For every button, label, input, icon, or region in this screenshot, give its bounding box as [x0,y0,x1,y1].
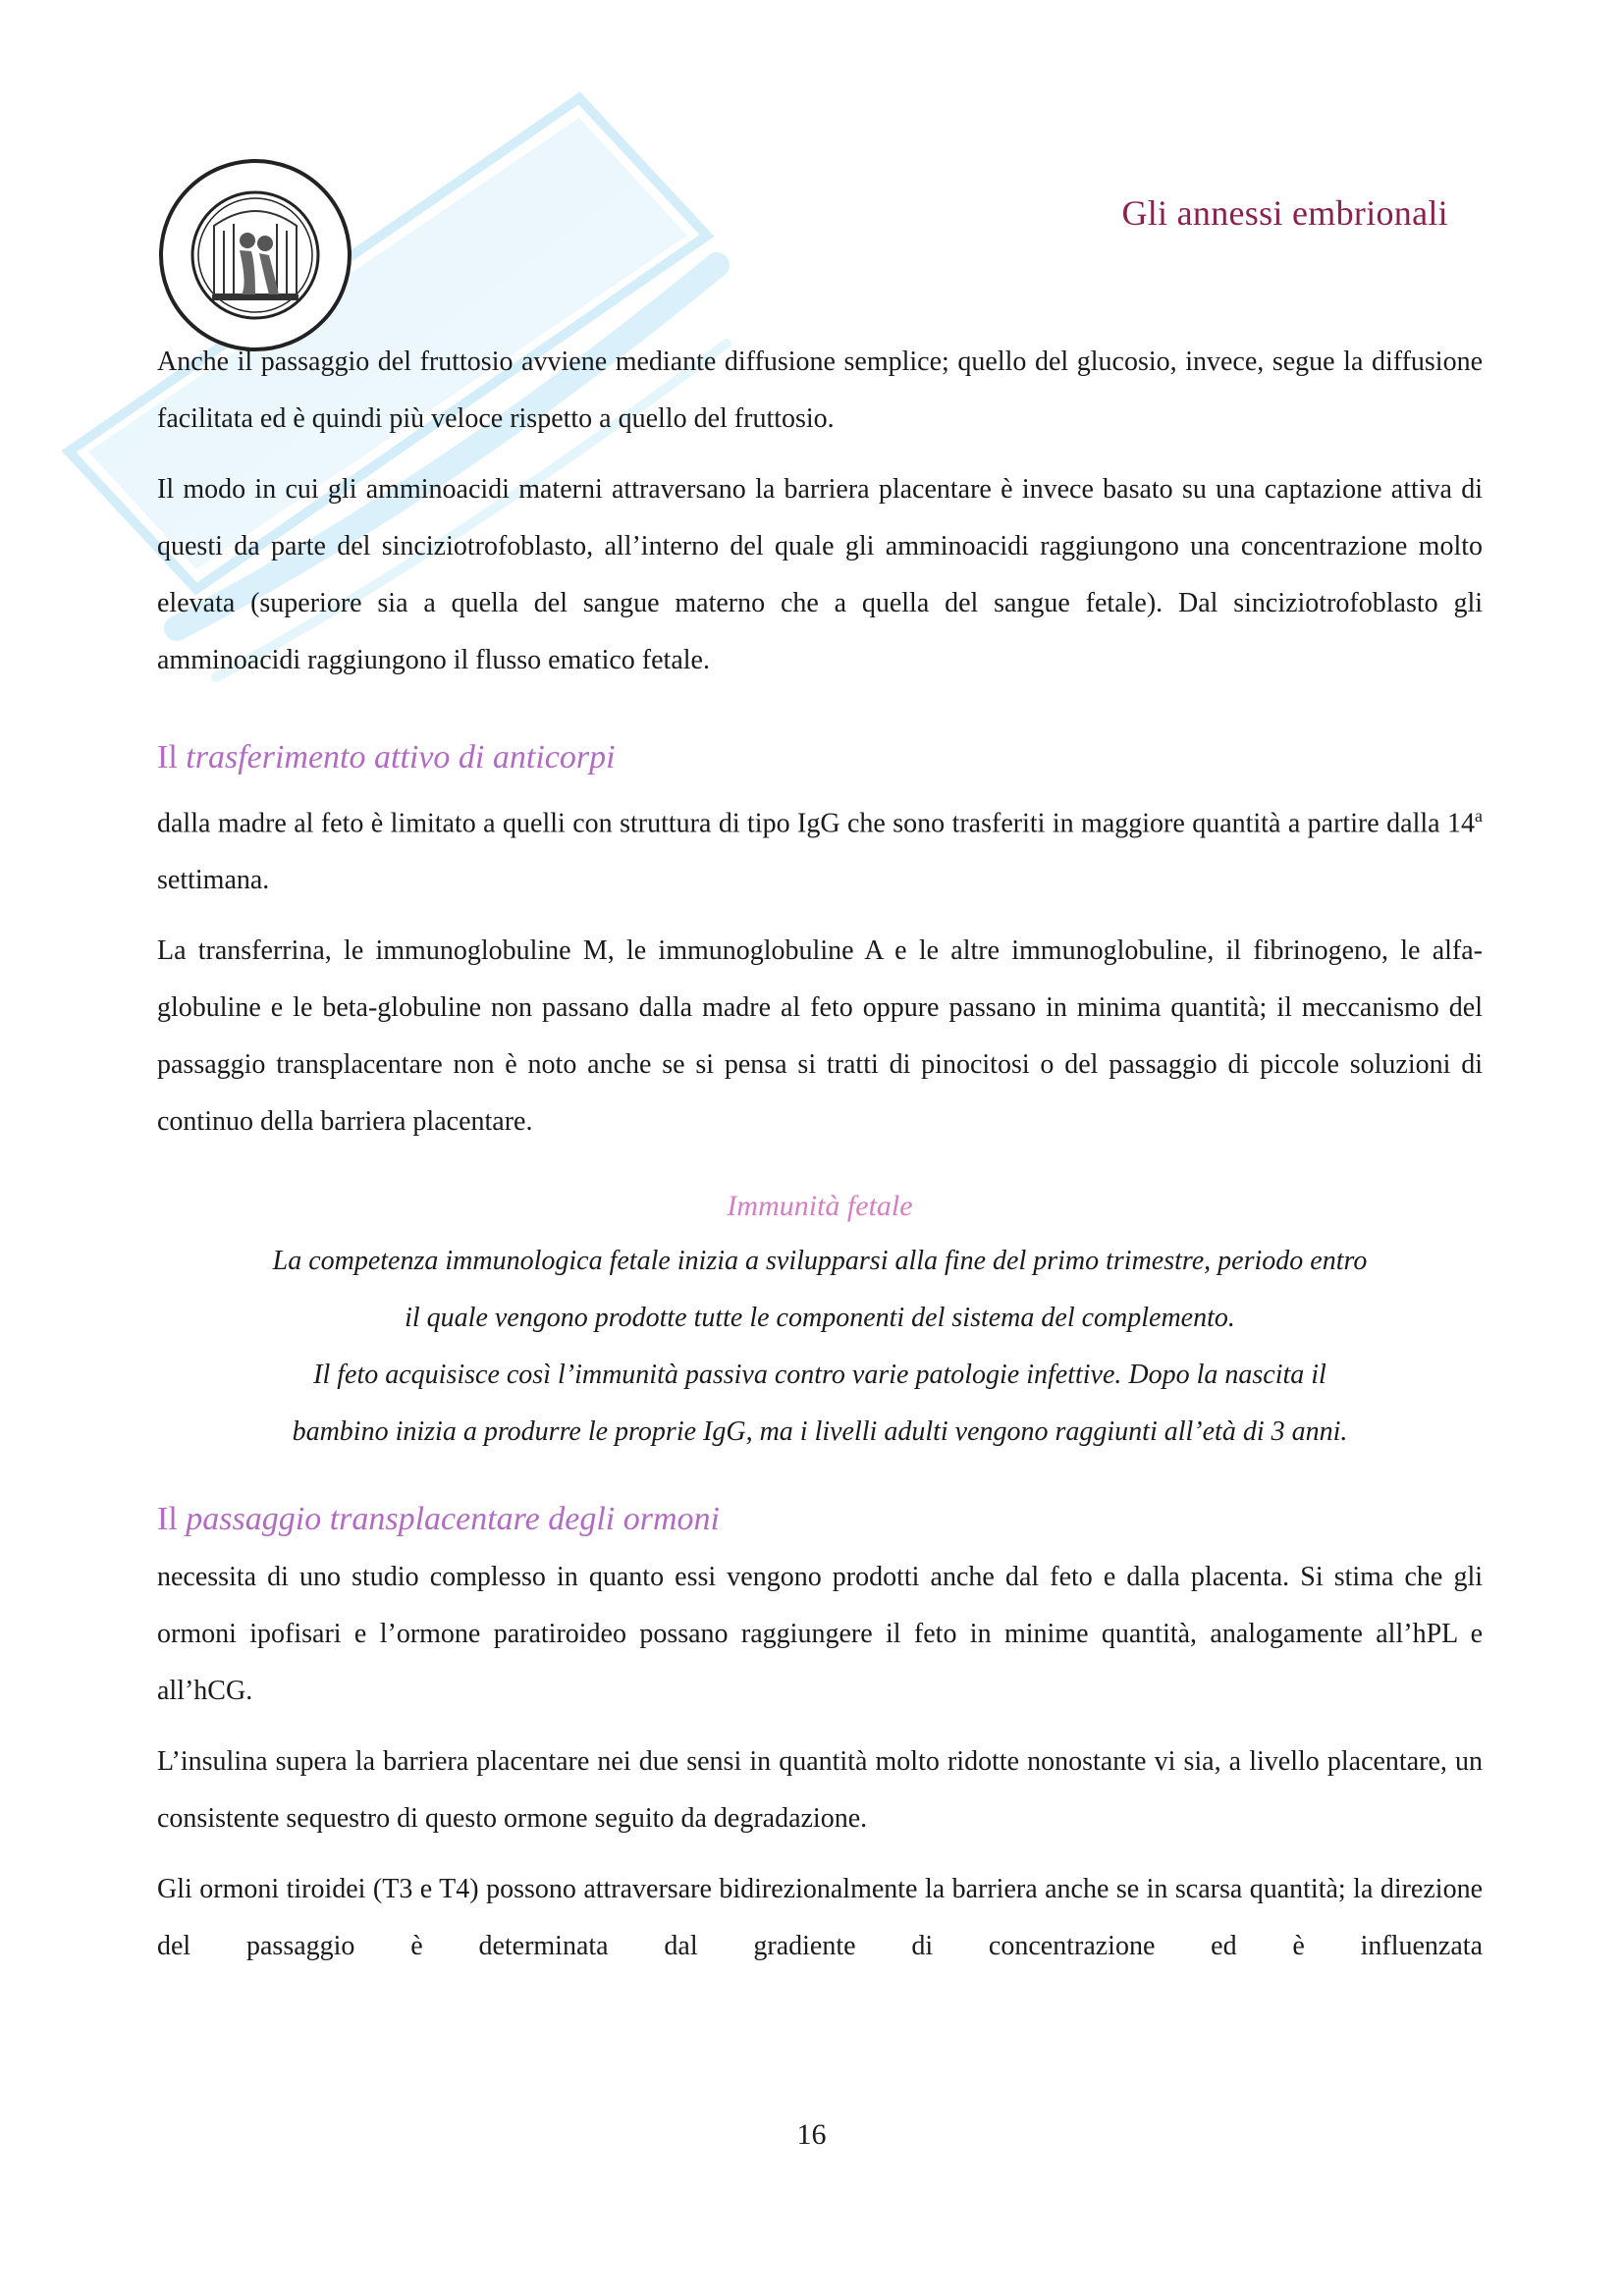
page-number: 16 [796,2118,827,2151]
heading-lead: Il [157,1501,178,1538]
paragraph-text: settimana. [157,865,270,896]
box-line: bambino inizia a produrre le proprie IgG, ma i livelli adulti vengono raggiunti all’età di 3 anni. [292,1416,1348,1448]
section-heading-antibodies [157,728,1483,787]
paragraph-text: dalla madre al feto è limitato a quelli con struttura di tipo IgG che sono trasferiti in maggiore quantità a partire dalla 14 [157,808,1475,839]
page-body [157,334,1483,1989]
box-line: La competenza immunologica fetale inizia a svilupparsi alla fine del primo trimestre, periodo entro [272,1246,1368,1277]
university-seal-logo [157,157,353,353]
box-line: Il feto acquisisce così l’immunità passiva contro varie patologie infettive. Dopo la nascita il [313,1360,1326,1391]
heading-rest: passaggio transplacentare degli ormoni [186,1501,720,1538]
paragraph: La transferrina, le immunoglobuline M, le immunoglobuline A e le altre immunoglobuline, il fibrinogeno, le alfa-globuline e le beta-globuline non passano dalla madre al feto oppure passano in minima quantità; il meccanismo del passaggio transplacentare non è noto anche se si pensa si tratti di pinocitosi o del passaggio di piccole soluzioni di continuo della barriera placentare. [157,935,1483,1138]
box-line: il quale vengono prodotte tutte le componenti del sistema del complemento. [405,1303,1235,1334]
paragraph: Anche il passaggio del fruttosio avviene mediante diffusione semplice; quello del glucosio, invece, segue la diffusione facilitata ed è quindi più veloce rispetto a quello del fruttosio. [157,347,1483,434]
paragraph: necessita di uno studio complesso in quanto essi vengono prodotti anche dal feto e dalla placenta. Si stima che gli ormoni ipofisari e l’ormone paratiroideo possano raggiungere il feto in minime quantità, analogamente all’hPL e all’hCG. [157,1562,1483,1707]
paragraph [157,787,1483,909]
paragraph: Il modo in cui gli amminoacidi materni attraversano la barriera placentare è invece basato su una captazione attiva di questi da parte del sinciziotrofoblasto, all’interno del quale gli amminoacidi raggiungono una concentrazione molto elevata (superiore sia a quella del sangue materno che a quella del sangue fetale). Dal sinciziotrofoblasto gli amminoacidi raggiungono il flusso ematico fetale. [157,474,1483,675]
box-title: Immunità fetale [727,1190,913,1223]
heading-rest: trasferimento attivo di anticorpi [186,739,616,775]
highlight-box-fetal-immunity [157,1180,1483,1461]
heading-lead: Il [157,739,178,775]
paragraph: L’insulina supera la barriera placentare nei due sensi in quantità molto ridotte nonostante vi sia, a livello placentare, un consistente sequestro di questo ormone seguito da degradazione. [157,1746,1483,1835]
ordinal-superscript: a [1475,806,1483,826]
paragraph: Gli ormoni tiroidei (T3 e T4) possono attraversare bidirezionalmente la barriera anche se in scarsa quantità; la direzione del passaggio è determinata dal gradiente di concentrazione ed è influenzata [157,1874,1483,1962]
section-heading-hormones [157,1490,1483,1549]
running-header-title: Gli annessi embrionali [1121,193,1448,233]
